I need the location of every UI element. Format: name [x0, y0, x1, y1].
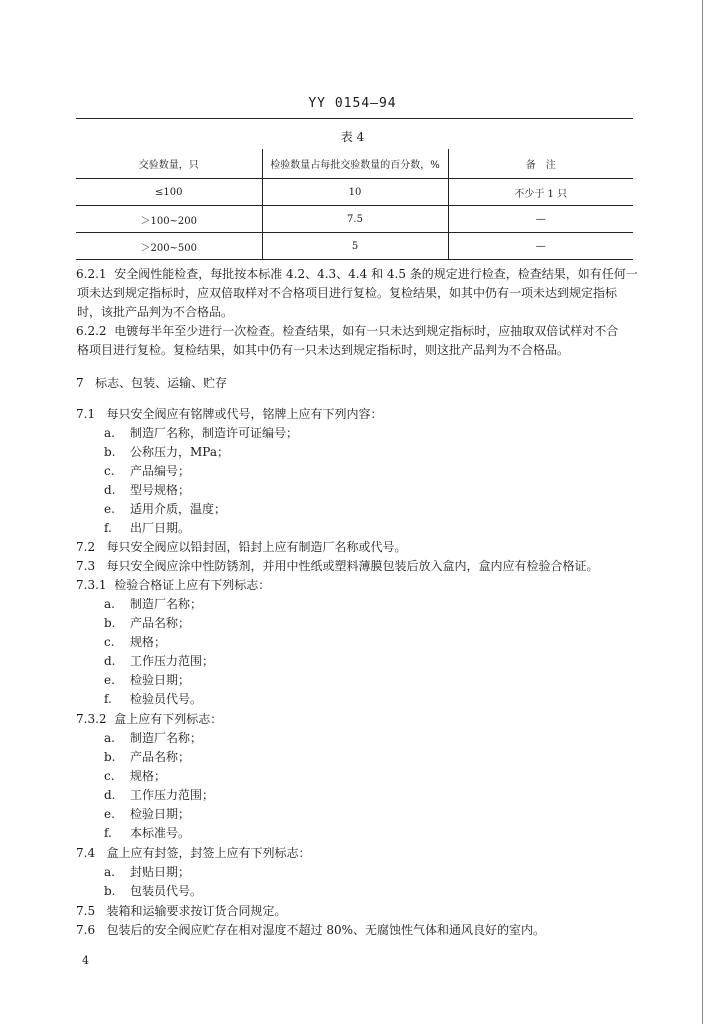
clause-text: 包装后的安全阀应贮存在相对湿度不超过 80%、无腐蚀性气体和通风良好的室内。	[106, 923, 546, 937]
clause-number: 7.6	[76, 923, 96, 937]
header-rule	[76, 118, 633, 119]
list-text: 出厂日期。	[130, 521, 191, 535]
list-item	[104, 462, 190, 479]
list-item	[104, 690, 202, 707]
clause-number: 7.3.1	[76, 578, 107, 592]
clause-number: 7.1	[76, 407, 96, 421]
clause-text: 项未达到规定指标时，应双倍取样对不合格项目进行复检。复检结果，如其中仍有一项未达到规定指标	[77, 286, 618, 300]
list-text: 产品名称；	[130, 616, 191, 630]
list-marker: d.	[104, 483, 116, 497]
list-marker: f.	[104, 521, 112, 535]
table-header-row	[76, 149, 633, 179]
list-marker: d.	[104, 788, 116, 802]
list-text: 制造厂名称，制造许可证编号；	[130, 426, 299, 440]
clause-number: 7.5	[76, 904, 96, 918]
clause-text: 装箱和运输要求按订货合同规定。	[106, 904, 287, 918]
list-item	[104, 748, 190, 765]
list-marker: a.	[104, 865, 115, 879]
clause-7-6	[76, 921, 545, 938]
list-marker: e.	[104, 502, 115, 516]
scan-edge	[702, 0, 703, 1024]
list-item	[104, 633, 166, 650]
list-item	[104, 595, 202, 612]
clause-7-3-2	[76, 710, 222, 727]
list-text: 公称压力，MPa；	[130, 445, 229, 459]
clause-number: 7.2	[76, 540, 96, 554]
list-marker: b.	[104, 616, 116, 630]
clause-number: 7.3.2	[76, 712, 107, 726]
clause-text: 每只安全阀应以铅封固，铅封上应有制造厂名称或代号。	[106, 540, 407, 554]
list-item	[104, 614, 190, 631]
list-marker: b.	[104, 750, 116, 764]
clause-text: 格项目进行复检。复检结果，如其中仍有一只未达到规定指标时，则这批产品判为不合格品。	[77, 343, 570, 357]
list-text: 本标准号。	[130, 826, 191, 840]
clause-6-2-1	[76, 265, 636, 322]
section-7-heading	[76, 374, 227, 391]
list-marker: a.	[104, 597, 115, 611]
table-cell: 不少于 1 只	[448, 179, 633, 206]
list-marker: d.	[104, 654, 116, 668]
list-item	[104, 805, 190, 822]
page-number: 4	[82, 954, 89, 967]
list-text: 产品编号；	[130, 464, 191, 478]
list-marker: b.	[104, 884, 116, 898]
clause-text: 每只安全阀应有铭牌或代号，铭牌上应有下列内容：	[106, 407, 383, 421]
list-marker: c.	[104, 635, 115, 649]
clause-number: 6.2.1	[76, 267, 107, 281]
list-text: 工作压力范围；	[130, 788, 215, 802]
list-text: 型号规格；	[130, 483, 191, 497]
list-text: 适用介质，温度；	[130, 502, 227, 516]
clause-7-3	[76, 557, 599, 574]
list-item	[104, 767, 166, 784]
clause-text: 检验合格证上应有下列标志：	[114, 578, 271, 592]
clause-text: 电镀每半年至少进行一次检查。检查结果，如有一只未达到规定指标时，应抽取双倍试样对不合	[114, 324, 619, 338]
table-cell: —	[448, 206, 633, 233]
table-cell: 10	[262, 179, 448, 206]
list-marker: b.	[104, 445, 116, 459]
clause-7-3-1	[76, 576, 270, 593]
clause-number: 6.2.2	[76, 324, 107, 338]
clause-number: 7.4	[76, 846, 96, 860]
clause-7-1	[76, 405, 383, 422]
clause-7-5	[76, 902, 287, 919]
list-text: 产品名称；	[130, 750, 191, 764]
table-title: 表 4	[340, 130, 365, 144]
sampling-table	[76, 149, 633, 260]
list-item	[104, 652, 214, 669]
list-text: 规格；	[130, 769, 167, 783]
list-item	[104, 671, 190, 688]
list-text: 包装员代号。	[130, 884, 203, 898]
table-header-cell: 检验数量占每批交验数量的百分数，%	[262, 149, 448, 179]
list-text: 制造厂名称；	[130, 731, 203, 745]
list-text: 封贴日期；	[130, 865, 191, 879]
list-text: 规格；	[130, 635, 167, 649]
standard-header: YY 0154—94	[308, 96, 397, 111]
table-row	[76, 206, 633, 233]
list-marker: a.	[104, 731, 115, 745]
list-item	[104, 424, 298, 441]
section-title: 标志、包装、运输、贮存	[95, 376, 228, 390]
table-header-cell: 交验数量，只	[76, 149, 262, 179]
table-cell: ≤100	[76, 179, 262, 206]
list-text: 检验员代号。	[130, 692, 203, 706]
list-item	[104, 481, 190, 498]
clause-text: 盒上应有封签，封签上应有下列标志：	[106, 846, 311, 860]
table-cell: ＞100~200	[76, 206, 262, 233]
list-item	[104, 882, 202, 899]
clause-text: 每只安全阀应涂中性防锈剂，并用中性纸或塑料薄膜包装后放入盒内，盒内应有检验合格证。	[106, 559, 599, 573]
list-item	[104, 519, 190, 536]
table-cell: —	[448, 233, 633, 260]
clause-6-2-2	[76, 322, 636, 360]
clause-7-4	[76, 844, 311, 861]
table-cell: ＞200~500	[76, 233, 262, 260]
clause-text: 时，该批产品判为不合格品。	[77, 305, 234, 319]
list-text: 检验日期；	[130, 807, 191, 821]
table-row	[76, 179, 633, 206]
table-cell: 7.5	[262, 206, 448, 233]
list-item	[104, 500, 226, 517]
list-marker: c.	[104, 769, 115, 783]
list-marker: c.	[104, 464, 115, 478]
list-item	[104, 824, 190, 841]
list-marker: e.	[104, 807, 115, 821]
table-row	[76, 233, 633, 260]
list-marker: e.	[104, 673, 115, 687]
list-marker: f.	[104, 692, 112, 706]
clause-number: 7.3	[76, 559, 96, 573]
clause-7-2	[76, 538, 407, 555]
table-header-cell: 备 注	[448, 149, 633, 179]
list-marker: f.	[104, 826, 112, 840]
list-text: 制造厂名称；	[130, 597, 203, 611]
clause-text: 盒上应有下列标志：	[114, 712, 223, 726]
list-item	[104, 863, 190, 880]
list-text: 检验日期；	[130, 673, 191, 687]
list-marker: a.	[104, 426, 115, 440]
list-item	[104, 443, 229, 460]
list-item	[104, 729, 202, 746]
table-cell: 5	[262, 233, 448, 260]
section-number: 7	[76, 376, 84, 390]
list-item	[104, 786, 214, 803]
list-text: 工作压力范围；	[130, 654, 215, 668]
clause-text: 安全阀性能检查，每批按本标准 4.2、4.3、4.4 和 4.5 条的规定进行检查，检查结果，如有任何一	[114, 267, 638, 281]
